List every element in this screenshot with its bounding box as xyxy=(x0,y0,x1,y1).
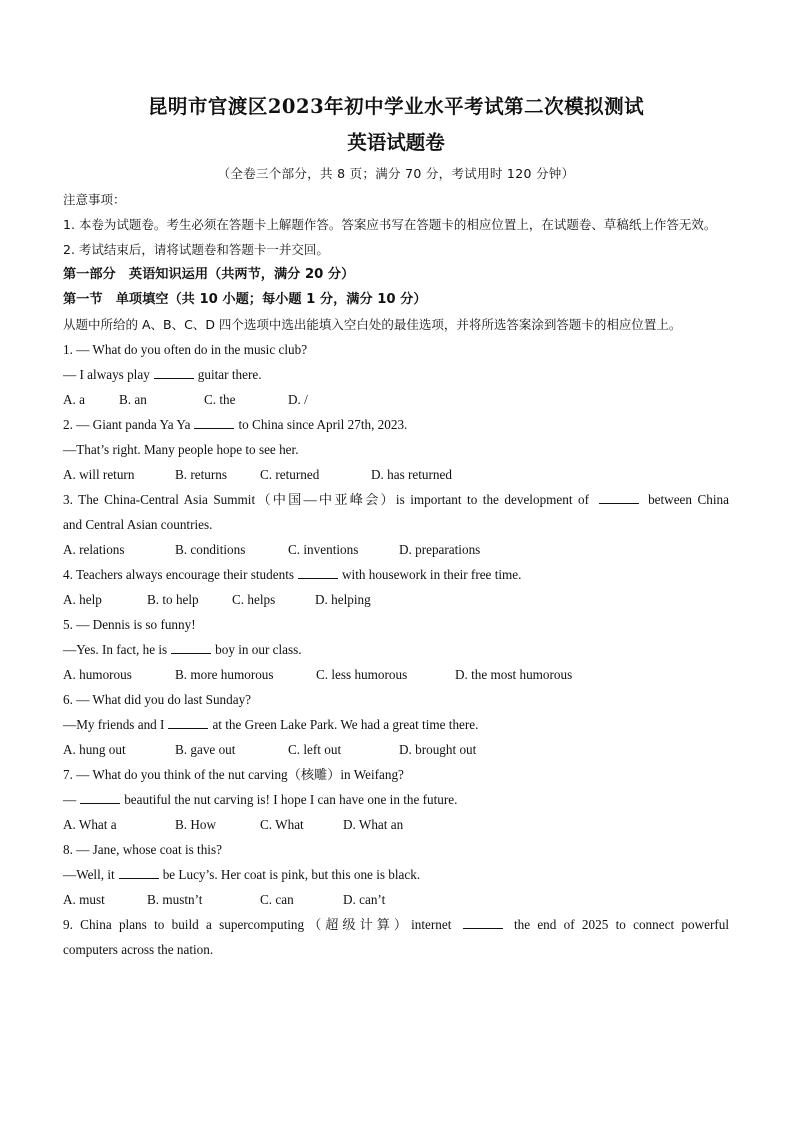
options-row xyxy=(63,462,729,487)
option-d: D. helping xyxy=(315,592,371,607)
blank-line xyxy=(599,492,639,504)
blank-line xyxy=(168,717,208,729)
option-b: B. an xyxy=(119,392,147,407)
option-d: D. the most humorous xyxy=(455,667,573,682)
notes-item-1: 1. 本卷为试题卷。考生必须在答题卡上解题作答。答案应书写在答题卡的相应位置上，在试题卷、草稿纸上作答无效。 xyxy=(63,217,717,232)
question-line: 1. — What do you often do in the music club? xyxy=(63,342,308,357)
exam-subtitle: 英语试题卷 xyxy=(347,131,445,154)
question-line: 2. — Giant panda Ya Ya to China since April 27th, 2023. xyxy=(63,417,408,432)
question-7 xyxy=(63,762,729,837)
option-d: D. brought out xyxy=(399,742,477,757)
question-line: 5. — Dennis is so funny! xyxy=(63,617,196,632)
question-line: computers across the nation. xyxy=(63,942,214,957)
options-row xyxy=(63,387,729,412)
option-d: D. has returned xyxy=(371,467,452,482)
question-line: 7. — What do you think of the nut carving（核雕）in Weifang? xyxy=(63,767,404,782)
question-line: — beautiful the nut carving is! I hope I can have one in the future. xyxy=(63,792,458,807)
option-a: A. must xyxy=(63,892,105,907)
option-c: C. the xyxy=(204,392,236,407)
options-row xyxy=(63,737,729,762)
question-2 xyxy=(63,412,729,487)
blank-line xyxy=(171,642,211,654)
option-b: B. conditions xyxy=(175,542,246,557)
question-line: — I always play guitar there. xyxy=(63,367,262,382)
question-8 xyxy=(63,837,729,912)
options-row xyxy=(63,587,729,612)
exam-page xyxy=(63,94,729,962)
option-c: C. less humorous xyxy=(316,667,408,682)
options-row xyxy=(63,887,729,912)
options-row xyxy=(63,662,729,687)
blank-line xyxy=(154,367,194,379)
question-line: —Well, it be Lucy’s. Her coat is pink, but this one is black. xyxy=(63,867,421,882)
question-1 xyxy=(63,337,729,412)
options-row xyxy=(63,537,729,562)
part-heading: 第一部分 英语知识运用（共两节，满分 20 分） xyxy=(63,267,355,282)
question-line: 8. — Jane, whose coat is this? xyxy=(63,842,222,857)
blank-line xyxy=(80,792,120,804)
option-a: A. hung out xyxy=(63,742,126,757)
question-line: —Yes. In fact, he is boy in our class. xyxy=(63,642,302,657)
option-c: C. inventions xyxy=(288,542,359,557)
option-b: B. to help xyxy=(147,592,199,607)
option-b: B. gave out xyxy=(175,742,236,757)
option-a: A. relations xyxy=(63,542,125,557)
option-d: D. preparations xyxy=(399,542,481,557)
question-line: 6. — What did you do last Sunday? xyxy=(63,692,252,707)
option-c: C. can xyxy=(260,892,294,907)
blank-line xyxy=(298,567,338,579)
option-d: D. / xyxy=(288,392,308,407)
question-9 xyxy=(63,912,729,962)
option-b: B. more humorous xyxy=(175,667,274,682)
question-line: 9. China plans to build a supercomputing（超级计算）internet the end of 2025 to connect powerful xyxy=(63,917,729,932)
section-heading: 第一节 单项填空（共 10 小题；每小题 1 分，满分 10 分） xyxy=(63,292,427,307)
option-c: C. helps xyxy=(232,592,276,607)
question-4 xyxy=(63,562,729,612)
options-row xyxy=(63,812,729,837)
blank-line xyxy=(194,417,234,429)
notes-heading: 注意事项： xyxy=(63,192,126,207)
section-instruction: 从题中所给的 A、B、C、D 四个选项中选出能填入空白处的最佳选项，并将所选答案涂到答题卡的相应位置上。 xyxy=(63,317,682,332)
question-line: —My friends and I at the Green Lake Park. We had a great time there. xyxy=(63,717,479,732)
option-a: A. What a xyxy=(63,817,117,832)
option-c: C. What xyxy=(260,817,304,832)
option-c: C. returned xyxy=(260,467,320,482)
question-line: 3. The China-Central Asia Summit（中国—中亚峰会）is important to the development of between China xyxy=(63,492,730,507)
blank-line xyxy=(119,867,159,879)
option-b: B. returns xyxy=(175,467,228,482)
exam-title: 昆明市官渡区2023年初中学业水平考试第二次模拟测试 xyxy=(147,95,645,118)
question-line: and Central Asian countries. xyxy=(63,517,213,532)
question-3 xyxy=(63,487,729,562)
option-d: D. can’t xyxy=(343,892,386,907)
option-b: B. How xyxy=(175,817,217,832)
question-line: —That’s right. Many people hope to see her. xyxy=(63,442,299,457)
question-5 xyxy=(63,612,729,687)
option-a: A. help xyxy=(63,592,102,607)
option-d: D. What an xyxy=(343,817,404,832)
exam-meta: （全卷三个部分，共 8 页；满分 70 分，考试用时 120 分钟） xyxy=(217,166,575,181)
option-b: B. mustn’t xyxy=(147,892,203,907)
question-line: 4. Teachers always encourage their students with housework in their free time. xyxy=(63,567,522,582)
notes-item-2: 2. 考试结束后，请将试题卷和答题卡一并交回。 xyxy=(63,242,329,257)
blank-line xyxy=(463,917,503,929)
question-6 xyxy=(63,687,729,762)
option-a: A. humorous xyxy=(63,667,132,682)
option-c: C. left out xyxy=(288,742,342,757)
option-a: A. will return xyxy=(63,467,135,482)
option-a: A. a xyxy=(63,392,85,407)
